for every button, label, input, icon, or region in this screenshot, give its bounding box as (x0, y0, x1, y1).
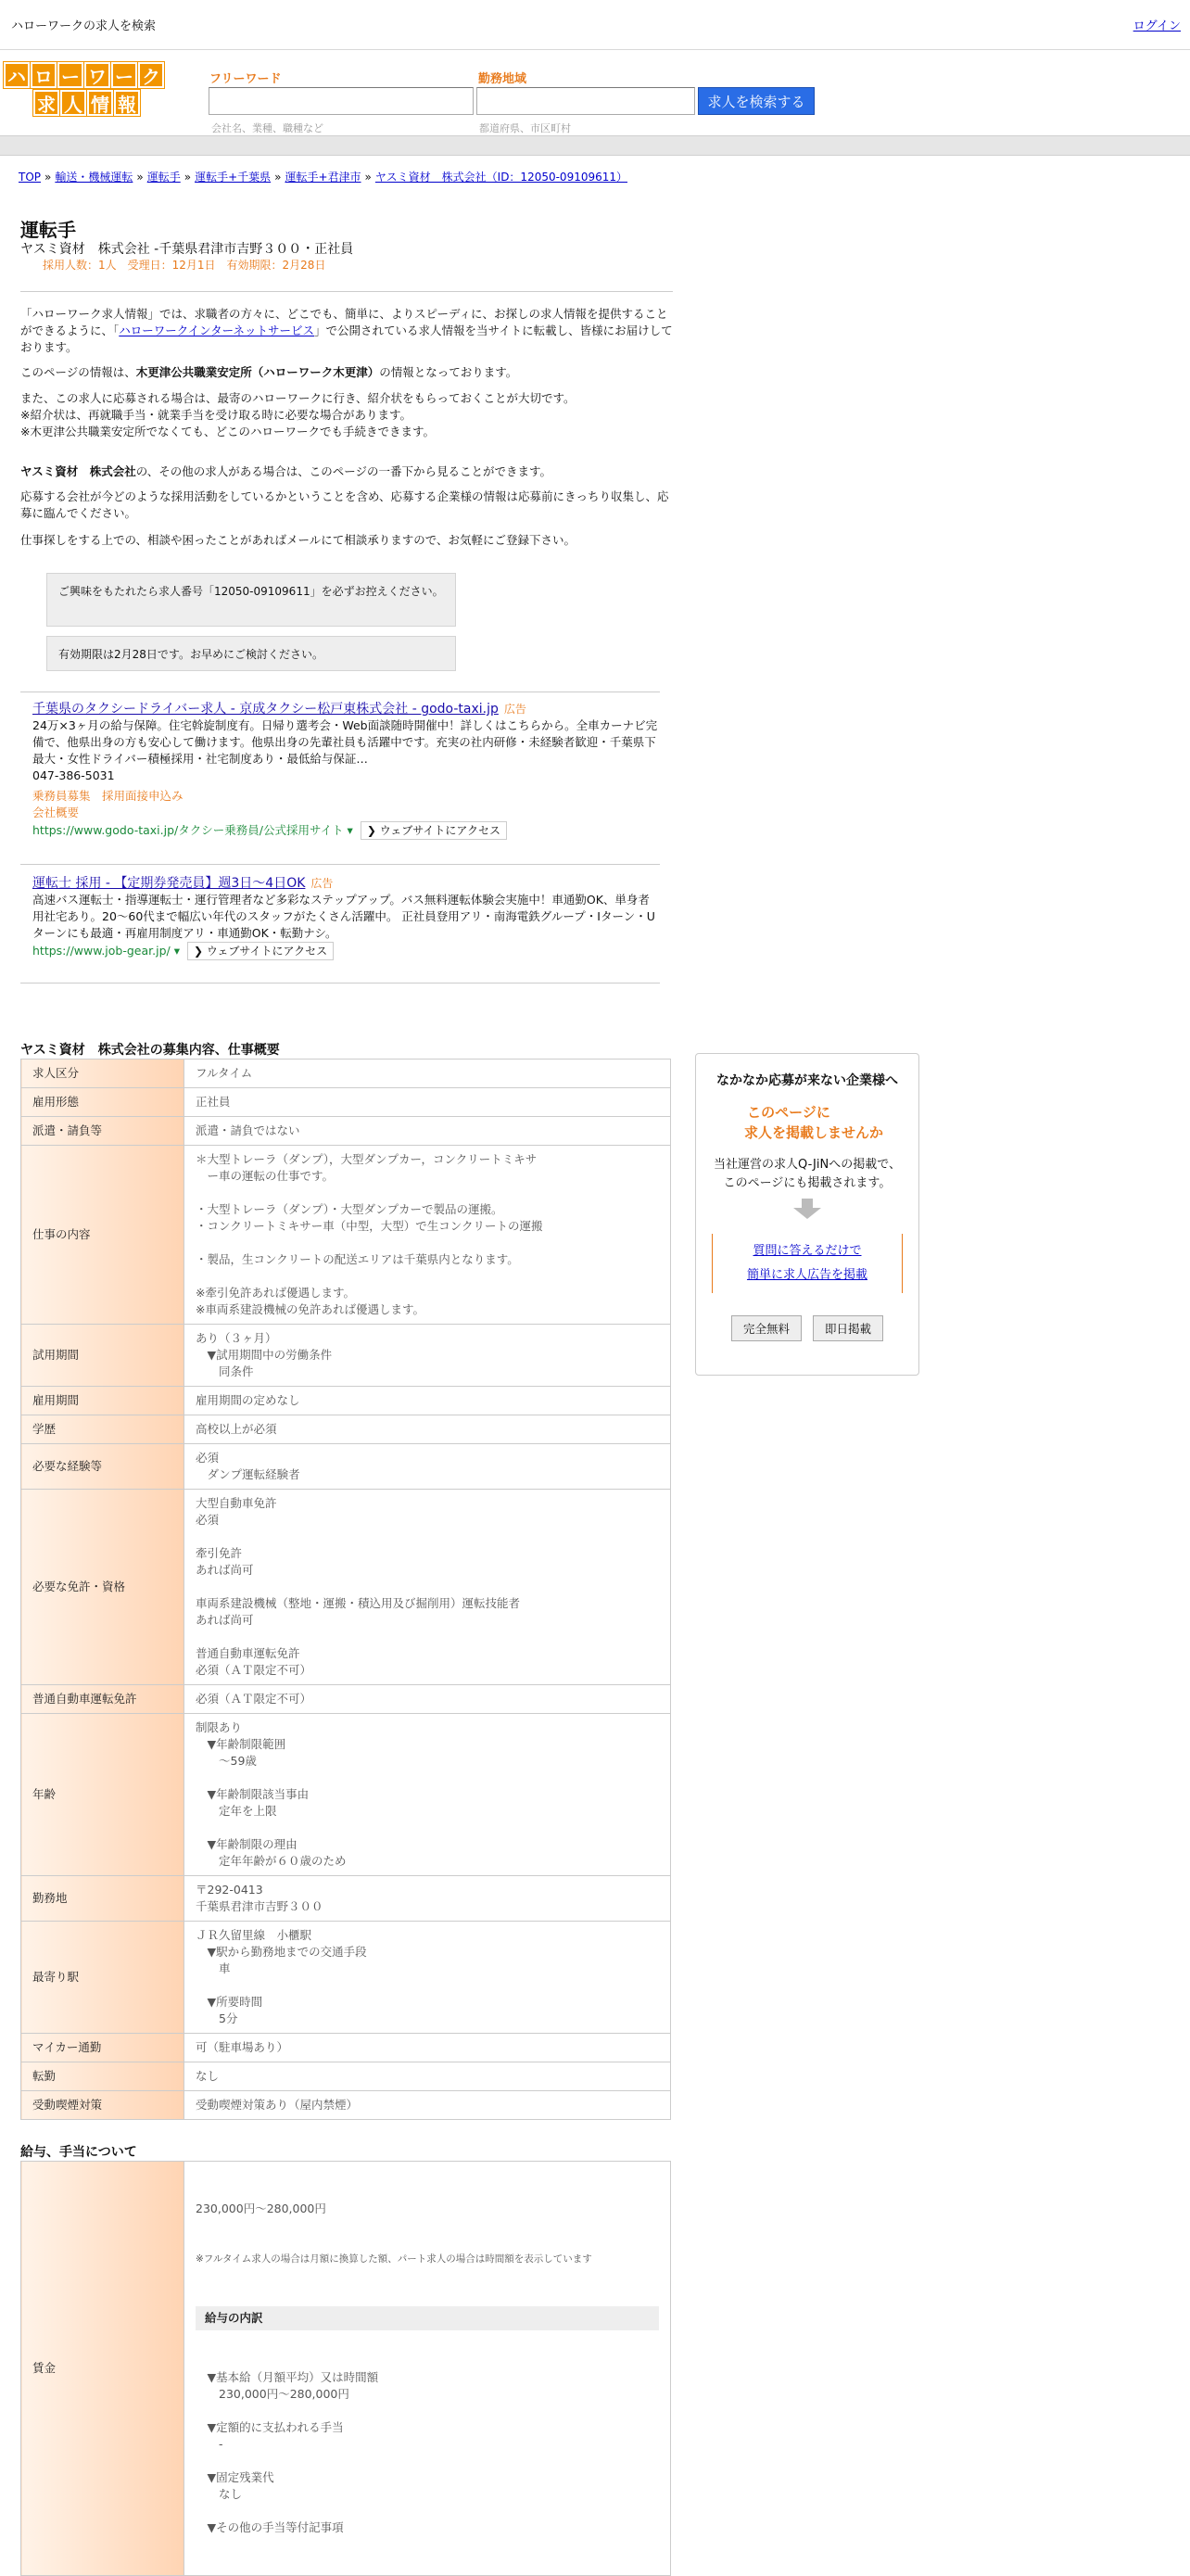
row-key: 勤務地 (21, 1876, 184, 1922)
row-key: マイカー通勤 (21, 2034, 184, 2062)
area-label: 勤務地域 (478, 72, 527, 86)
row-value: 可（駐車場あり） (184, 2034, 671, 2062)
breadcrumb-separator: » (364, 171, 372, 184)
consult-note: 仕事探しをする上での、相談や困ったことがあればメールにて相談承りますので、お気軽にご登録下さい。 (20, 533, 576, 547)
table-row (21, 1088, 671, 1117)
promo-catch-line: 求人を掲載しませんか (743, 1124, 883, 1141)
row-key: 必要な免許・資格 (21, 1490, 184, 1685)
breadcrumb-link[interactable]: ヤスミ資材 株式会社（ID：12050-09109611） (374, 171, 628, 184)
search-button[interactable]: 求人を検索する (698, 87, 815, 115)
row-value: ＊大型トレーラ（ダンプ），大型ダンプカー，コンクリートミキサ ー車の運転の仕事です。 ・大型トレーラ（ダンプ）・大型ダンプカーで製品の運搬。 ・コンクリートミキサー車（中型，大型）で生コンクリートの運搬 ・製品，生コンクリートの配送エリアは千葉県内となります。 ※牽引免許あれば優遇します。 ※車両系建設機械の免許あれば優遇します。 (184, 1146, 671, 1325)
intro-text: 」で公開されている求人情報を当サイトに転載し、皆様にお届けしております。 (20, 324, 673, 354)
job-meta: 採用人数：1人 受理日：12月1日 有効期限：2月28日 (43, 259, 326, 272)
keyword-input[interactable] (209, 87, 474, 115)
ad-tag: 広告 (310, 877, 334, 890)
promo-link-questions[interactable]: 質問に答えるだけで (753, 1244, 862, 1258)
apply-note-line: また、この求人に応募される場合は、最寄のハローワークに行き、紹介状をもらっておくことが大切です。 (20, 391, 576, 405)
logo-char: 情 (87, 90, 113, 116)
row-value: 派遣・請負ではない (184, 1117, 671, 1146)
table-row (21, 1387, 671, 1415)
arrow-down-icon (793, 1199, 821, 1219)
job-details-table (20, 1059, 671, 2120)
row-key: 年齢 (21, 1714, 184, 1876)
ad-tag: 広告 (503, 703, 526, 716)
row-key: 普通自動車運転免許 (21, 1685, 184, 1714)
table-row (21, 1444, 671, 1490)
employer-promo-box (695, 1053, 919, 1376)
area-hint: 都道府県、市区町村 (479, 122, 571, 134)
ad-phone[interactable]: 047-386-5031 (32, 768, 115, 782)
apply-note-line: ※木更津公共職業安定所でなくても、どこのハローワークでも手続きできます。 (20, 425, 435, 438)
table-row (21, 2062, 671, 2091)
promo-description (696, 1156, 918, 1193)
row-value: 大型自動車免許 必須 牽引免許 あれば尚可 車両系建設機械（整地・運搬・積込用及び掘削用）運転技能者 あれば尚可 普通自動車運転免許 必須（ＡＴ限定不可） (184, 1490, 671, 1685)
breadcrumb-link[interactable]: 運転手+千葉県 (195, 171, 272, 184)
row-key: 派遣・請負等 (21, 1117, 184, 1146)
ad-block (32, 701, 659, 840)
keyword-hint: 会社名、業種、職種など (211, 122, 323, 134)
top-bar (0, 0, 1190, 50)
ad-sitelinks[interactable]: 乗務員募集 採用面接申込み (32, 789, 184, 803)
table-row (21, 1060, 671, 1088)
ad-body: 高速バス運転士・指導運転士・運行管理者など多彩なステップアップ。バス無料運転体験会実施中！車通勤OK、単身者用社宅あり。20～60代まで幅広い年代のスタッフがたくさん活躍中。 正社員登用アリ・南海電鉄グループ・Iターン・Uターンにも最適・再雇用制度アリ・車通勤OK・転勤ナシ。 (32, 893, 655, 940)
login-link[interactable]: ログイン (1133, 19, 1181, 33)
site-title: ハローワークの求人を検索 (11, 19, 157, 33)
logo-char: ロ (31, 62, 57, 88)
row-value (184, 2162, 671, 2576)
company-name: ヤスミ資材 株式会社 (20, 464, 136, 478)
breadcrumb-link[interactable]: TOP (19, 171, 42, 184)
job-subtitle: ヤスミ資材 株式会社 -千葉県君津市吉野３００・正社員 (20, 242, 354, 257)
other-jobs-note (20, 463, 673, 480)
ad-headline-link[interactable]: 運転士 採用 - 【定期券発売員】週3日～4日OK (32, 876, 306, 891)
research-note: 応募する会社が今どのような採用活動をしているかということを含め、応募する企業様の情報は応募前にきっちり収集し、応募に臨んでください。 (20, 489, 669, 520)
intro-text: 「ハローワーク求人情報」では、求職者の方々に、どこでも、簡単に、よりスピーディに、お探しの求人情報を提供することができるように、「 (20, 307, 668, 337)
table-row (21, 1490, 671, 1685)
row-value: フルタイム (184, 1060, 671, 1088)
table-row (21, 1922, 671, 2034)
ad-headline-link[interactable]: 千葉県のタクシードライバー求人 - 京成タクシー松戸東株式会社 - godo-taxi.jp (32, 702, 499, 717)
promo-description-line: 当社運営の求人Q-JiNへの掲載で、 (714, 1158, 901, 1172)
visit-website-button[interactable]: ❯ ウェブサイトにアクセス (361, 821, 507, 840)
source-text: このページの情報は、 (20, 365, 136, 379)
row-key: 試用期間 (21, 1325, 184, 1387)
job-title: 運転手 (20, 219, 76, 241)
apply-note-line: ※紹介状は、再就職手当・就業手当を受け取る時に必要な場合があります。 (20, 408, 411, 422)
ad-url[interactable]: https://www.godo-taxi.jp/タクシー乗務員/公式採用サイト ▾ (32, 823, 353, 837)
logo-char: ハ (4, 62, 30, 88)
divider (20, 291, 673, 292)
divider (20, 864, 660, 865)
logo-char: 求 (33, 90, 59, 116)
row-value: あり（３ヶ月） ▼試用期間中の労働条件 同条件 (184, 1325, 671, 1387)
row-value: なし (184, 2062, 671, 2091)
row-value: 必須（ＡＴ限定不可） (184, 1685, 671, 1714)
table-row (21, 1146, 671, 1325)
keyword-label: フリーワード (209, 72, 282, 86)
row-key: 必要な経験等 (21, 1444, 184, 1490)
same-day-button[interactable]: 即日掲載 (813, 1315, 883, 1341)
logo-char: ー (57, 62, 83, 88)
salary-note: ※フルタイム求人の場合は月額に換算した額、パート求人の場合は時間額を表示しています (196, 2253, 592, 2265)
visit-website-button[interactable]: ❯ ウェブサイトにアクセス (187, 942, 334, 960)
logo-char: 報 (114, 90, 140, 116)
section-title-details: ヤスミ資材 株式会社の募集内容、仕事概要 (20, 1043, 280, 1058)
promo-links (712, 1234, 903, 1293)
table-row (21, 2162, 671, 2576)
row-value: 雇用期間の定めなし (184, 1387, 671, 1415)
row-key: 仕事の内容 (21, 1146, 184, 1325)
promo-description-line: このページにも掲載されます。 (723, 1176, 892, 1190)
logo-char: ー (111, 62, 137, 88)
header-divider (0, 135, 1190, 156)
hellowork-internet-service-link[interactable]: ハローワークインターネットサービス (119, 324, 315, 337)
promo-catch (696, 1102, 918, 1143)
row-value: 正社員 (184, 1088, 671, 1117)
ad-sitelink-company[interactable]: 会社概要 (32, 806, 80, 819)
promo-catch-line: このページに (747, 1104, 830, 1121)
ad-body: 24万×3ヶ月の給与保障。住宅斡旋制度有。日帰り選考会・Web面談随時開催中！詳しくはこちらから。全車カーナビ完備で、他県出身の方も安心して働けます。他県出身の先輩社員も活躍中です。充実の社内研修・未経験者歓迎・千葉県下最大・女性ドライバー積極採用・社宅制度あり・最低給与保証… (32, 718, 658, 766)
row-key: 雇用期間 (21, 1387, 184, 1415)
table-row (21, 2034, 671, 2062)
search-header (0, 50, 1190, 135)
breadcrumb (19, 169, 627, 184)
ad-block (32, 875, 659, 960)
free-button[interactable]: 完全無料 (731, 1315, 802, 1341)
row-key: 受動喫煙対策 (21, 2091, 184, 2120)
salary-breakdown-header: 給与の内訳 (196, 2306, 659, 2330)
apply-note (20, 390, 673, 440)
table-row (21, 1415, 671, 1444)
logo-char: ク (138, 62, 164, 88)
breadcrumb-separator: » (136, 171, 144, 184)
source-text: の情報となっております。 (379, 365, 518, 379)
row-value: 受動喫煙対策あり（屋内禁煙） (184, 2091, 671, 2120)
row-value: 必須 ダンプ運転経験者 (184, 1444, 671, 1490)
breadcrumb-separator: » (184, 171, 192, 184)
section-title-salary: 給与、手当について (20, 2145, 137, 2160)
office-name: 木更津公共職業安定所（ハローワーク木更津） (135, 365, 380, 379)
row-value: ＪＲ久留里線 小櫃駅 ▼駅から勤務地までの交通手段 車 ▼所要時間 5分 (184, 1922, 671, 2034)
table-row (21, 2091, 671, 2120)
breadcrumb-separator: » (274, 171, 282, 184)
logo-char: ワ (84, 62, 110, 88)
breadcrumb-link[interactable]: 運転手+君津市 (285, 171, 361, 184)
row-value: 高校以上が必須 (184, 1415, 671, 1444)
row-key: 求人区分 (21, 1060, 184, 1088)
row-key: 賃金 (21, 2162, 184, 2576)
breadcrumb-link[interactable]: 運転手 (146, 171, 181, 184)
breadcrumb-link[interactable]: 輸送・機械運転 (55, 171, 133, 184)
row-key: 雇用形態 (21, 1088, 184, 1117)
ad-url[interactable]: https://www.job-gear.jp/ ▾ (32, 944, 180, 958)
table-row (21, 1876, 671, 1922)
hellowork-logo[interactable] (4, 62, 167, 116)
breadcrumb-separator: » (44, 171, 52, 184)
row-value: 制限あり ▼年齢制限範囲 〜59歳 ▼年齢制限該当事由 定年を上限 ▼年齢制限の理由 定年年齢が６０歳のため (184, 1714, 671, 1876)
job-number-notice: ご興味をもたれたら求人番号「12050-09109611」を必ずお控えください。 (46, 573, 456, 627)
salary-table (20, 2161, 671, 2576)
row-key: 学歴 (21, 1415, 184, 1444)
area-input[interactable] (476, 87, 695, 115)
salary-range: 230,000円〜280,000円 (196, 2202, 326, 2215)
intro-paragraph (20, 306, 673, 356)
row-value: 〒292-0413 千葉県君津市吉野３００ (184, 1876, 671, 1922)
deadline-notice: 有効期限は2月28日です。お早めにご検討ください。 (46, 636, 456, 671)
table-row (21, 1117, 671, 1146)
promo-heading: なかなか応募が来ない企業様へ (716, 1073, 898, 1088)
source-info (20, 364, 673, 381)
table-row (21, 1325, 671, 1387)
row-key: 最寄り駅 (21, 1922, 184, 2034)
other-jobs-text: の、その他の求人がある場合は、このページの一番下から見ることができます。 (135, 464, 552, 478)
promo-link-post-ad[interactable]: 簡単に求人広告を掲載 (746, 1268, 867, 1282)
logo-char: 人 (60, 90, 86, 116)
table-row (21, 1685, 671, 1714)
table-row (21, 1714, 671, 1876)
salary-breakdown: ▼基本給（月額平均）又は時間額 230,000円〜280,000円 ▼定額的に支払われる手当 - ▼固定残業代 なし ▼その他の手当等付記事項 (207, 2370, 379, 2534)
row-key: 転勤 (21, 2062, 184, 2091)
